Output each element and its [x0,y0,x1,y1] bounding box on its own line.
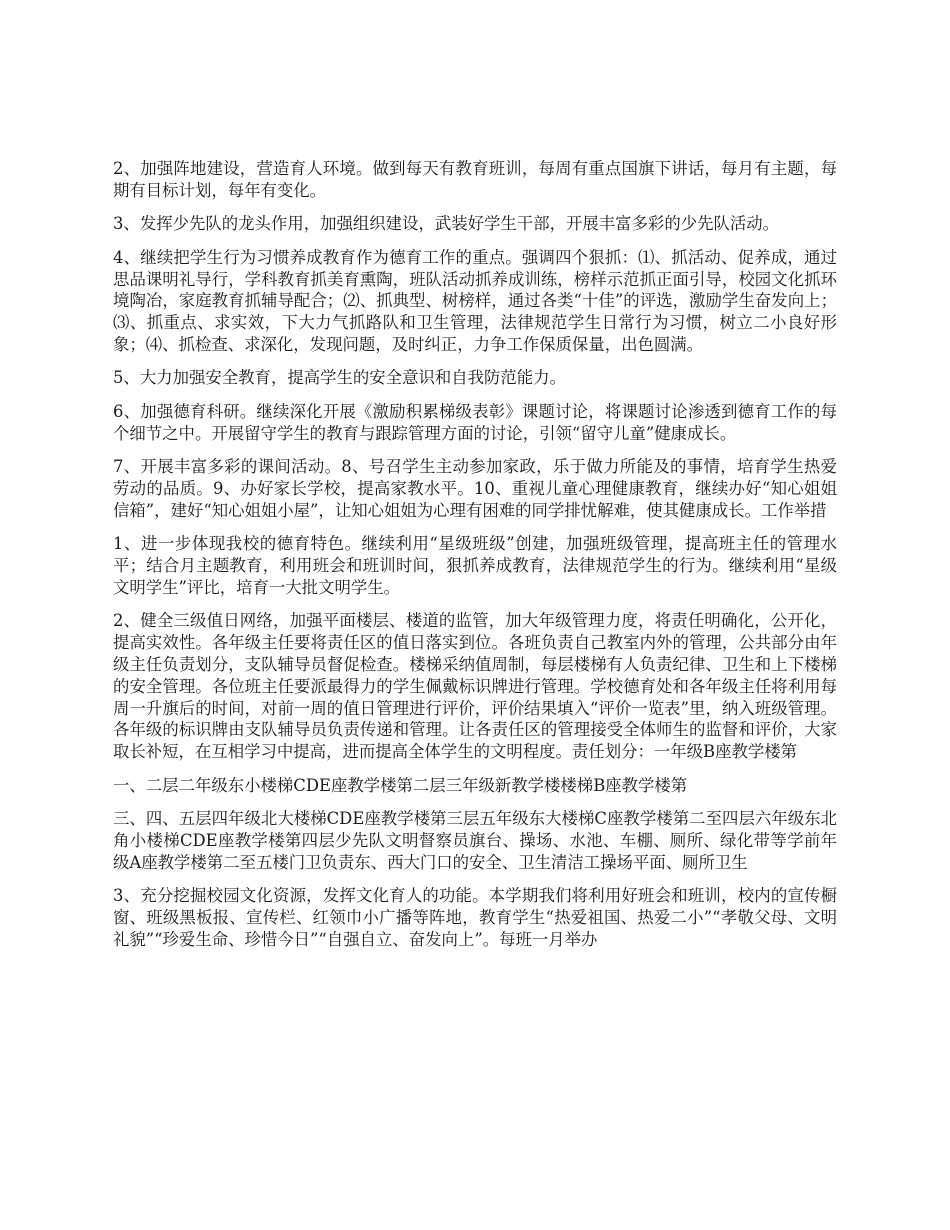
paragraph-campus-culture: 3、充分挖掘校园文化资源，发挥文化育人的功能。本学期我们将利用好班会和班训，校内的宣传橱窗、班级黑板报、宣传栏、红领巾小广播等阵地，教育学生“热爱祖国、热爱二小”“孝敬父母、文明礼貌”“珍爱生命、珍惜今日”“自强自立、奋发向上”。每班一月举办 [113,886,837,949]
paragraph-young-pioneers: 3、发挥少先队的龙头作用，加强组织建设，武装好学生干部，开展丰富多彩的少先队活动。 [113,214,780,234]
paragraph-moral-research: 6、加强德育科研。继续深化开展《激励积累梯级表彰》课题讨论，将课题讨论渗透到德育工作的每个细节之中。开展留守学生的教育与跟踪管理方面的讨论，引领“留守儿童”健康成长。 [113,401,837,443]
paragraph-recess-activities: 7、开展丰富多彩的课间活动。8、号召学生主动参加家政，乐于做力所能及的事情，培育学生热爱劳动的品质。9、办好家长学校，提高家教水平。10、重视儿童心理健康教育，继续办好“知心姐姐信箱”，建好“知心姐姐小屋”，让知心姐姐为心理有困难的同学排忧解难，使其健康成长。工作举措 [113,457,837,520]
paragraph-duty-network: 2、健全三级值日网络，加强平面楼层、楼道的监管，加大年级管理力度，将责任明确化，公开化，提高实效性。各年级主任要将责任区的值日落实到位。各班负责自己教室内外的管理，公共部分由年级主任负责划分，支队辅导员督促检查。楼梯采纳值周制，每层楼梯有人负责纪律、卫生和上下楼梯的安全管理。各位班主任要派最得力的学生佩戴标识牌进行管理。学校德育处和各年级主任将利用每周一升旗后的时间，对前一周的值日管理进行评价，评价结果填入“评价一览表”里，纳入班级管理。各年级的标识牌由支队辅导员负责传递和管理。让各责任区的管理接受全体师生的监督和评价，大家取长补短，在互相学习中提高，进而提高全体学生的文明程度。责任划分：一年级B座教学楼第 [113,611,837,762]
paragraph-behavior-habits: 4、继续把学生行为习惯养成教育作为德育工作的重点。强调四个狠抓：⑴、抓活动、促养成，通过思品课明礼导行，学科教育抓美育熏陶，班队活动抓养成训练，榜样示范抓正面引导，校园文化抓环境陶冶，家庭教育抓辅导配合；⑵、抓典型、树榜样，通过各类“十佳”的评选，激励学生奋发向上；⑶、抓重点、求实效，下大力气抓路队和卫生管理，法律规范学生日常行为习惯，树立二小良好形象；⑷、抓检查、求深化，发现问题，及时纠正，力争工作保质保量，出色圆满。 [113,247,837,354]
paragraph-responsibility-part2: 三、四、五层四年级北大楼梯CDE座教学楼第三层五年级东大楼梯C座教学楼第二至四层六年级东北角小楼梯CDE座教学楼第四层少先队文明督察员旗台、操场、水池、车棚、厕所、绿化带等学前年级A座教学楼第二至五楼门卫负责东、西大门口的安全、卫生清洁工操场平面、厕所卫生 [113,809,837,872]
paragraph-responsibility-part1: 一、二层二年级东小楼梯CDE座教学楼第二层三年级新教学楼楼梯B座教学楼第 [113,775,688,795]
document-body [113,158,837,962]
paragraph-school-features: 1、进一步体现我校的德育特色。继续利用“星级班级”创建，加强班级管理，提高班主任的管理水平；结合月主题教育，利用班会和班训时间，狠抓养成教育，法律规范学生的行为。继续利用“星级文明学生”评比，培育一大批文明学生。 [113,534,837,597]
paragraph-safety-education: 5、大力加强安全教育，提高学生的安全意识和自我防范能力。 [113,368,566,388]
paragraph-construction: 2、加强阵地建设，营造育人环境。做到每天有教育班训，每周有重点国旗下讲话，每月有主题，每期有目标计划，每年有变化。 [113,159,837,200]
